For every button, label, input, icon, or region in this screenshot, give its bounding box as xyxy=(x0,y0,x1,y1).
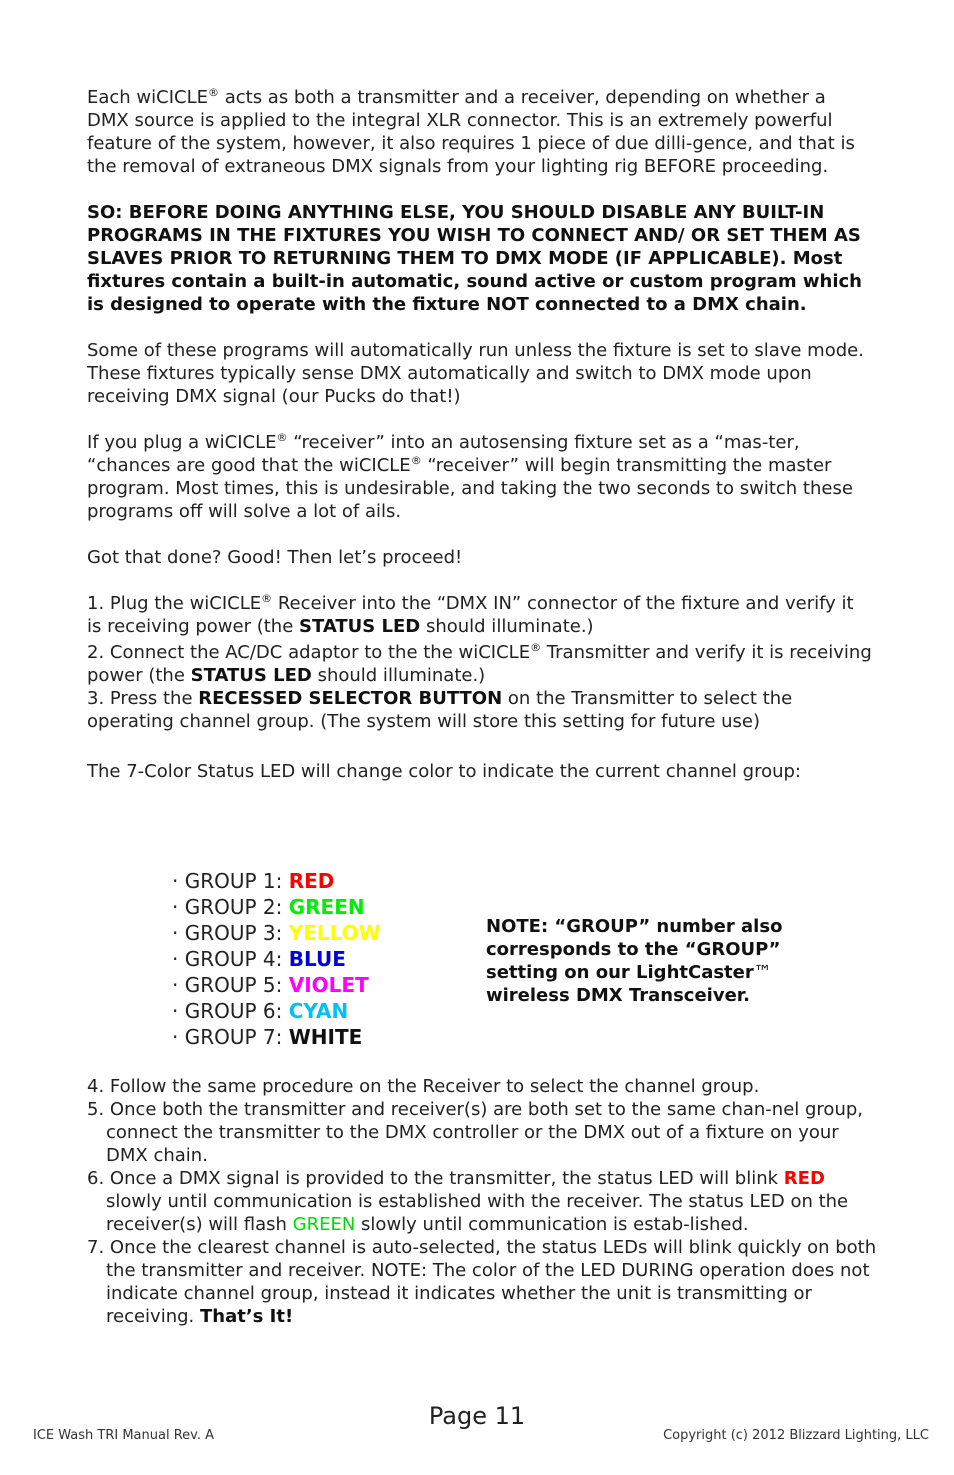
autosensing-paragraph: If you plug a wiCICLE® “receiver” into an autosensing fixture set as a “mas-ter, “chances are good that the wiCICLE® “receiver” will begin transmitting the master program. Most times, this is undesirable, and taking the two seconds to switch these programs off will solve a lot of ails. xyxy=(87,431,853,522)
group-color: WHITE xyxy=(288,1025,363,1049)
group-color: YELLOW xyxy=(288,921,381,945)
step-1: 1. Plug the wiCICLE® Receiver into the “DMX IN” connector of the fixture and verify it is receiving power (the STATUS LED should illuminate.) xyxy=(87,592,854,637)
group-color-list xyxy=(172,868,472,1050)
group-color: BLUE xyxy=(288,947,346,971)
group-color: RED xyxy=(288,869,335,893)
step-6: 6. Once a DMX signal is provided to the transmitter, the status LED will blink RED slowly until communication is established with the receiver. The status LED on the receiver(s) will flash GREEN slowly until communication is estab-lished. xyxy=(87,1168,849,1235)
intro-paragraph: Each wiCICLE® acts as both a transmitter and a receiver, depending on whether a DMX source is applied to the integral XLR connector. This is an extremely powerful feature of the system, however, it also requires 1 piece of due dilli-gence, and that is the removal of extraneous DMX signals from your lighting rig BEFORE proceeding. xyxy=(87,86,855,177)
group-color: VIOLET xyxy=(288,973,369,997)
footer-copyright: Copyright (c) 2012 Blizzard Lighting, LLC xyxy=(663,1428,929,1443)
steps-list xyxy=(87,1075,877,1328)
registered-mark: ® xyxy=(208,86,219,99)
proceed-paragraph: Got that done? Good! Then let’s proceed! xyxy=(87,547,463,568)
group-row: · GROUP 6: CYAN xyxy=(172,999,349,1023)
page-number: Page 11 xyxy=(428,1402,526,1430)
group-row: · GROUP 5: VIOLET xyxy=(172,973,369,997)
group-row: · GROUP 3: YELLOW xyxy=(172,921,381,945)
group-row: · GROUP 4: BLUE xyxy=(172,947,346,971)
step-5: 5. Once both the transmitter and receiver(s) are both set to the same chan-nel group, connect the transmitter to the DMX controller or the DMX out of a fixture on your DMX chain. xyxy=(87,1099,864,1166)
step-7: 7. Once the clearest channel is auto-selected, the status LEDs will blink quickly on both the transmitter and receiver. NOTE: The color of the LED DURING operation does not indicate channel group, instead it indicates whether the unit is transmitting or receiving. That’s It! xyxy=(87,1237,877,1327)
group-note: NOTE: “GROUP” number also corresponds to the “GROUP” setting on our LightCaster™ wireless DMX Transceiver. xyxy=(486,916,783,1006)
group-color: CYAN xyxy=(288,999,349,1023)
led-intro: The 7-Color Status LED will change color to indicate the current channel group: xyxy=(87,761,801,782)
group-row: · GROUP 7: WHITE xyxy=(172,1025,363,1049)
group-row: · GROUP 1: RED xyxy=(172,869,335,893)
step-2: 2. Connect the AC/DC adaptor to the the wiCICLE® Transmitter and verify it is receiving power (the STATUS LED should illuminate.) xyxy=(87,641,872,686)
slave-mode-paragraph: Some of these programs will automatically run unless the fixture is set to slave mode. These fixtures typically sense DMX automatically and switch to DMX mode upon receiving DMX signal (our Pucks do that!) xyxy=(87,340,864,407)
trademark-mark: ™ xyxy=(753,962,772,983)
step-4: 4. Follow the same procedure on the Receiver to select the channel group. xyxy=(87,1076,760,1097)
step-3: 3. Press the RECESSED SELECTOR BUTTON on the Transmitter to select the operating channel group. (The system will store this setting for future use) xyxy=(87,688,793,732)
group-color: GREEN xyxy=(288,895,365,919)
body-text xyxy=(87,86,872,783)
footer-manual-title: ICE Wash TRI Manual Rev. A xyxy=(33,1428,214,1443)
group-row: · GROUP 2: GREEN xyxy=(172,895,365,919)
warning-paragraph: SO: BEFORE DOING ANYTHING ELSE, YOU SHOULD DISABLE ANY BUILT-IN PROGRAMS IN THE FIXTURES YOU WISH TO CONNECT AND/ OR SET THEM AS SLAVES PRIOR TO RETURNING THEM TO DMX MODE (IF APPLICABLE). Most fixtures contain a built-in automatic, sound active or custom program which is designed to operate with the fixture NOT connected to a DMX chain. xyxy=(87,202,862,315)
